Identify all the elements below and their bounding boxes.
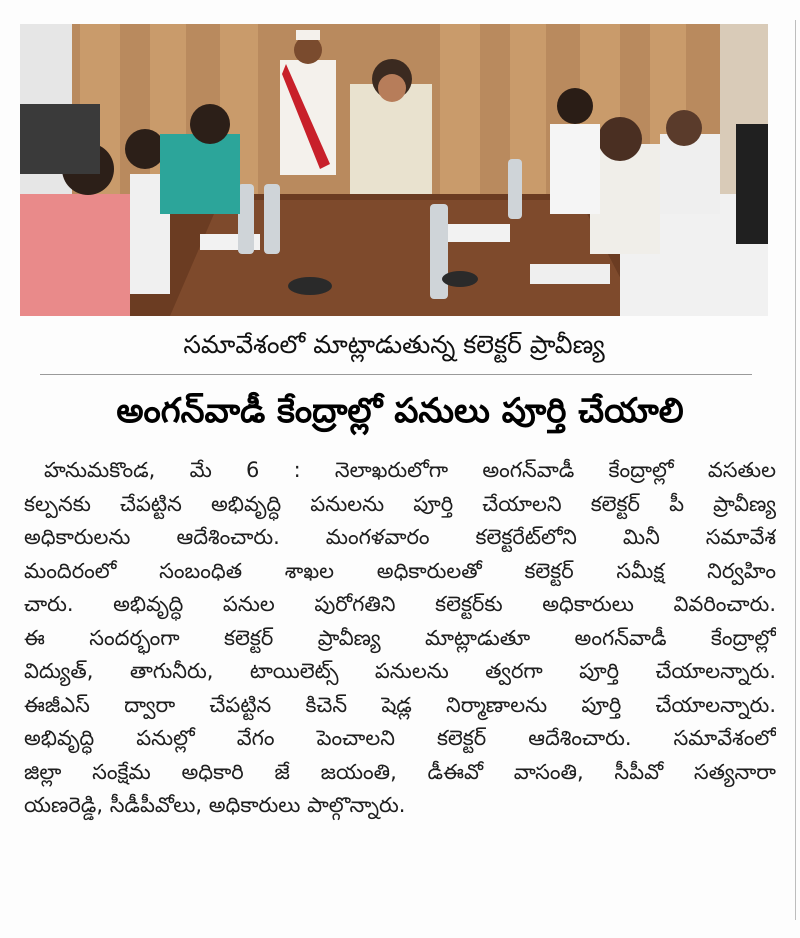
photo-caption: సమావేశంలో మాట్లాడుతున్న కలెక్టర్ ప్రావీణ్య [183,330,605,359]
article-line: యణరెడ్డి, సీడీపీవోలు, అధికారులు పాల్గొన్నారు. [24,793,406,817]
article-line: జిల్లా సంక్షేమ అధికారి జే జయంతి, డీఈవో వాసంతి, సీపీవో సత్యనారా [24,759,776,784]
article-line: అభివృద్ధి పనుల్లో వేగం పెంచాలని కలెక్టర్ ఆదేశించారు. సమావేశంలో [24,726,776,750]
article-line: ఈ సందర్భంగా కలెక్టర్ ప్రావీణ్య మాట్లాడుతూ అంగన్‌వాడీ కేంద్రాల్లో [24,625,776,650]
article-line: కల్పనకు చేపట్టిన అభివృద్ధి పనులను పూర్తి చేయాలని కలెక్టర్ పీ ప్రావీణ్య [24,491,776,516]
headline: అంగన్‌వాడీ కేంద్రాల్లో పనులు పూర్తి చేయాలి [116,391,684,431]
article-body [24,454,776,924]
article-line: అధికారులను ఆదేశించారు. మంగళవారం కలెక్టరేట్‌లోని మినీ సమావేశ [24,525,776,549]
article-line: విద్యుత్, తాగునీరు, టాయిలెట్స్ పనులను త్వరగా పూర్తి చేయాలన్నారు. [24,659,776,683]
article-line: చారు. అభివృద్ధి పనుల పురోగతిని కలెక్టర్‌కు అధికారులు వివరించారు. [24,592,776,616]
article-line: ఈజీఎస్ ద్వారా చేపట్టిన కిచెన్ షెడ్ల నిర్మాణాలను పూర్తి చేయాలన్నారు. [24,692,776,717]
meeting-photo [20,24,768,316]
column-edge [795,20,796,920]
article-line: హనుమకొండ, మే 6 : నెలాఖరులోగా అంగన్‌వాడీ కేంద్రాల్లో వసతుల [44,458,776,482]
article-line: మందిరంలో సంబంధిత శాఖల అధికారులతో కలెక్టర్ సమీక్ష నిర్వహిం [24,558,776,583]
divider [40,374,752,375]
meeting-photo-illustration [20,24,768,316]
